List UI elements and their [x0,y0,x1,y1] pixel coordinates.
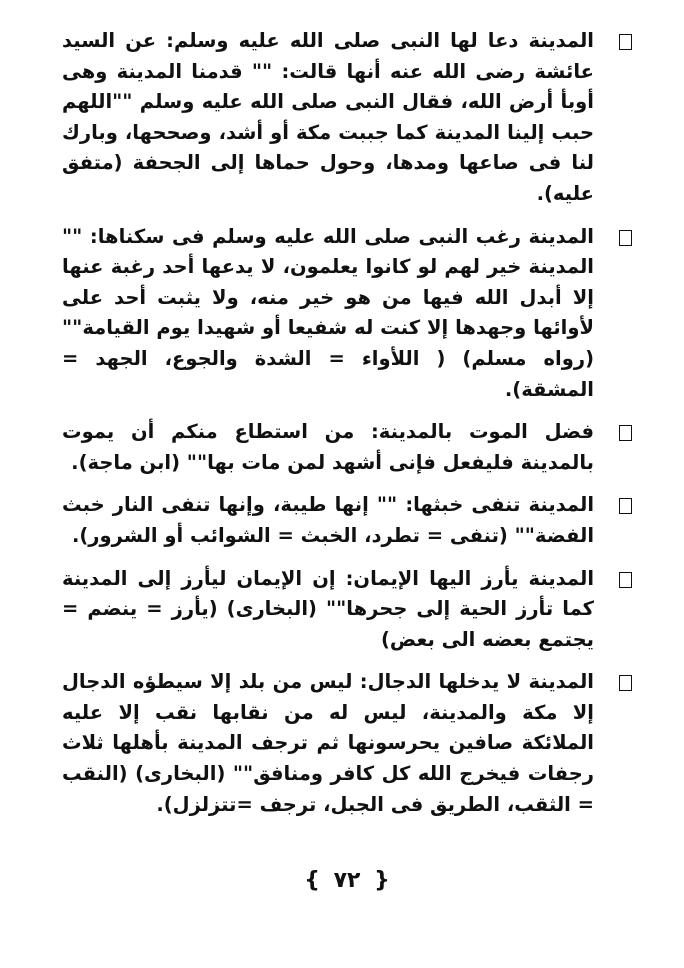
item-text: المدينة لا يدخلها الدجال: ليس من بلد إلا سيطؤه الدجال إلا مكة والمدينة، ليس له من نقابها نقب إلا عليه الملائكة صافين يحرسونها ثم ترجف المدينة بأهلها ثلاث رجفات فيخرج الله كل كافر ومنافق"" (البخارى) (النقب = الثقب، الطريق فى الجبل، ترجف =تتزلزل). [62,670,594,816]
list-item [62,26,632,210]
page-number [62,868,632,893]
checkbox-bullet-icon [619,675,632,691]
list-item [62,667,632,820]
checkbox-bullet-icon [619,572,632,588]
item-text: المدينة رغب النبى صلى الله عليه وسلم فى سكناها: "" المدينة خير لهم لو كانوا يعلمون، لا يدعها أحد رغبة عنها إلا أبدل الله فيها من هو خير منه، ولا يثبت أحد على لأوائها وجهدها إلا كنت له شفيعا أو شهيدا يوم القيامة"" (رواه مسلم) ( اللأواء = الشدة والجوع، الجهد = المشقة). [62,224,594,401]
item-text: فضل الموت بالمدينة: من استطاع منكم أن يموت بالمدينة فليفعل فإنى أشهد لمن مات بها"" (ابن ماجة). [62,420,594,474]
item-text: المدينة تنفى خبثها: "" إنها طيبة، وإنها تنفى النار خبث الفضة"" (تنفى = تطرد، الخبث = الشوائب أو الشرور). [62,493,594,547]
item-text: المدينة يأرز اليها الإيمان: إن الإيمان ليأرز إلى المدينة كما تأرز الحية إلى جحرها"" (البخارى) (يأرز = ينضم = يجتمع بعضه الى بعض) [62,566,594,651]
list-item [62,417,632,478]
list-item [62,222,632,406]
checkbox-bullet-icon [619,34,632,50]
page-number-close-brace: } [304,868,320,893]
checkbox-bullet-icon [619,498,632,514]
page-number-value: ٧٢ [333,868,361,893]
item-text: المدينة دعا لها النبى صلى الله عليه وسلم: عن السيد عائشة رضى الله عنه أنها قالت: "" قدمنا المدينة وهى أوبأ أرض الله، فقال النبى صلى الله عليه وسلم ""اللهم حبب إلينا المدينة كما جببت مكة أو أشد، وصححها، وبارك لنا فى صاعها ومدها، وحول حماها إلى الجحفة (متفق عليه). [62,29,594,205]
page [62,26,632,946]
list-item [62,490,632,551]
list-item [62,564,632,656]
checkbox-bullet-icon [619,425,632,441]
checkbox-bullet-icon [619,230,632,246]
page-number-open-brace: { [374,868,390,893]
